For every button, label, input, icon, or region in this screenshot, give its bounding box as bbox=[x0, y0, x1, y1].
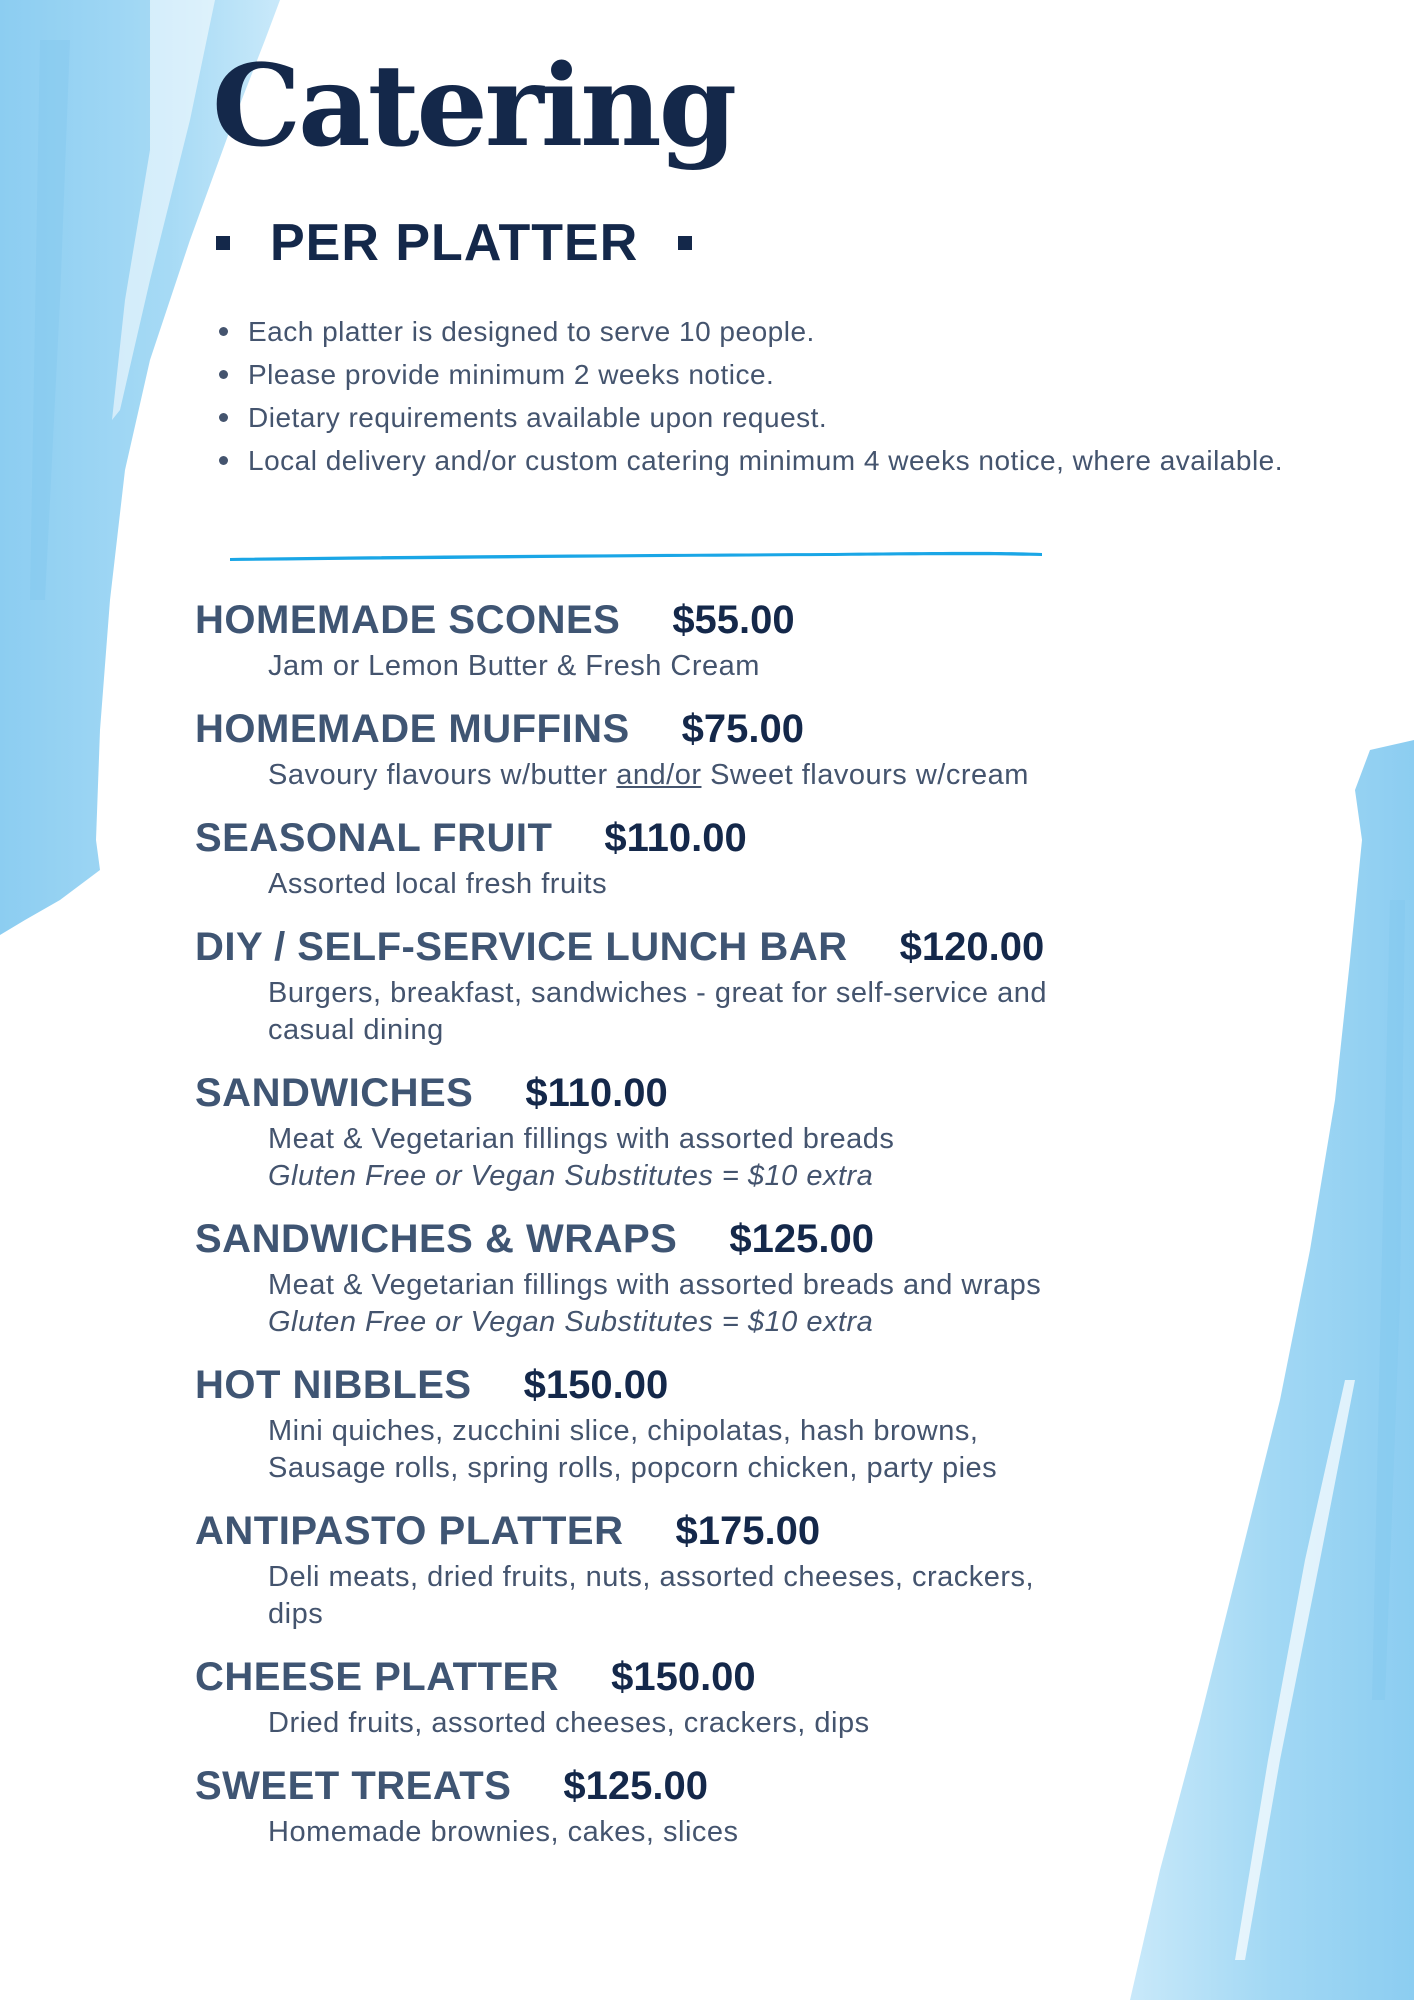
right-square-bullet-icon bbox=[678, 236, 692, 250]
item-description: Dried fruits, assorted cheeses, crackers, dips bbox=[268, 1707, 870, 1739]
item-description: Burgers, breakfast, sandwiches - great for self-service and casual dining bbox=[268, 977, 1047, 1046]
item-price: $110.00 bbox=[604, 816, 747, 860]
item-description-part: Sweet flavours w/cream bbox=[710, 759, 1029, 791]
item-price: $125.00 bbox=[563, 1764, 708, 1808]
item-name: SANDWICHES & WRAPS bbox=[195, 1217, 678, 1261]
item-name: HOT NIBBLES bbox=[195, 1363, 472, 1407]
menu-item-cheese-platter bbox=[195, 1649, 1195, 1742]
item-description-part: Savoury flavours w/butter bbox=[268, 759, 608, 791]
left-square-bullet-icon bbox=[216, 236, 230, 250]
note-item: Each platter is designed to serve 10 people. bbox=[214, 310, 1294, 353]
menu-item-homemade-muffins bbox=[195, 701, 1195, 794]
item-name: CHEESE PLATTER bbox=[195, 1655, 560, 1699]
item-description-line: Sausage rolls, spring rolls, popcorn chicken, party pies bbox=[268, 1452, 998, 1484]
item-price: $150.00 bbox=[611, 1655, 756, 1699]
page-title: Catering bbox=[212, 41, 734, 172]
item-description: Jam or Lemon Butter & Fresh Cream bbox=[268, 650, 760, 682]
item-price: $125.00 bbox=[729, 1217, 874, 1261]
item-description: Meat & Vegetarian fillings with assorted breads and wraps bbox=[268, 1269, 1042, 1301]
item-note: Gluten Free or Vegan Substitutes = $10 extra bbox=[268, 1306, 874, 1338]
item-description: Assorted local fresh fruits bbox=[268, 868, 608, 900]
item-price: $175.00 bbox=[675, 1509, 821, 1553]
menu-item-sweet-treats bbox=[195, 1758, 1195, 1851]
note-item: Local delivery and/or custom catering minimum 4 weeks notice, where available. bbox=[214, 439, 1294, 482]
item-name: HOMEMADE SCONES bbox=[195, 598, 621, 642]
item-description bbox=[195, 757, 1148, 794]
subtitle-row bbox=[216, 212, 692, 274]
item-name: HOMEMADE MUFFINS bbox=[195, 707, 630, 751]
item-price: $110.00 bbox=[525, 1071, 668, 1115]
menu-list bbox=[195, 592, 1195, 1867]
blue-brush-divider bbox=[226, 546, 1046, 566]
note-item: Dietary requirements available upon request. bbox=[214, 396, 1294, 439]
item-note: Gluten Free or Vegan Substitutes = $10 extra bbox=[268, 1160, 874, 1192]
item-description: Homemade brownies, cakes, slices bbox=[268, 1816, 739, 1848]
item-description: Meat & Vegetarian fillings with assorted breads bbox=[268, 1123, 895, 1155]
menu-item-homemade-scones bbox=[195, 592, 1195, 685]
menu-item-antipasto-platter bbox=[195, 1503, 1195, 1633]
item-description-line: Mini quiches, zucchini slice, chipolatas, hash browns, bbox=[268, 1415, 979, 1447]
item-price: $150.00 bbox=[523, 1363, 669, 1407]
menu-item-seasonal-fruit bbox=[195, 810, 1195, 903]
menu-item-sandwiches bbox=[195, 1065, 1195, 1195]
menu-item-lunch-bar bbox=[195, 919, 1195, 1049]
menu-item-sandwiches-wraps bbox=[195, 1211, 1195, 1341]
menu-item-hot-nibbles bbox=[195, 1357, 1195, 1487]
item-name: ANTIPASTO PLATTER bbox=[195, 1509, 624, 1553]
item-price: $55.00 bbox=[672, 598, 795, 642]
subtitle: PER PLATTER bbox=[270, 214, 639, 272]
item-description-underlined: and/or bbox=[616, 759, 702, 791]
note-item: Please provide minimum 2 weeks notice. bbox=[214, 353, 1294, 396]
item-name: SANDWICHES bbox=[195, 1071, 474, 1115]
item-description: Deli meats, dried fruits, nuts, assorted cheeses, crackers, dips bbox=[268, 1561, 1035, 1630]
item-name: SWEET TREATS bbox=[195, 1764, 512, 1808]
notes-list bbox=[214, 310, 1294, 482]
item-name: SEASONAL FRUIT bbox=[195, 816, 553, 860]
item-price: $120.00 bbox=[899, 925, 1045, 969]
item-price: $75.00 bbox=[681, 707, 804, 751]
item-name: DIY / SELF-SERVICE LUNCH BAR bbox=[195, 925, 848, 969]
